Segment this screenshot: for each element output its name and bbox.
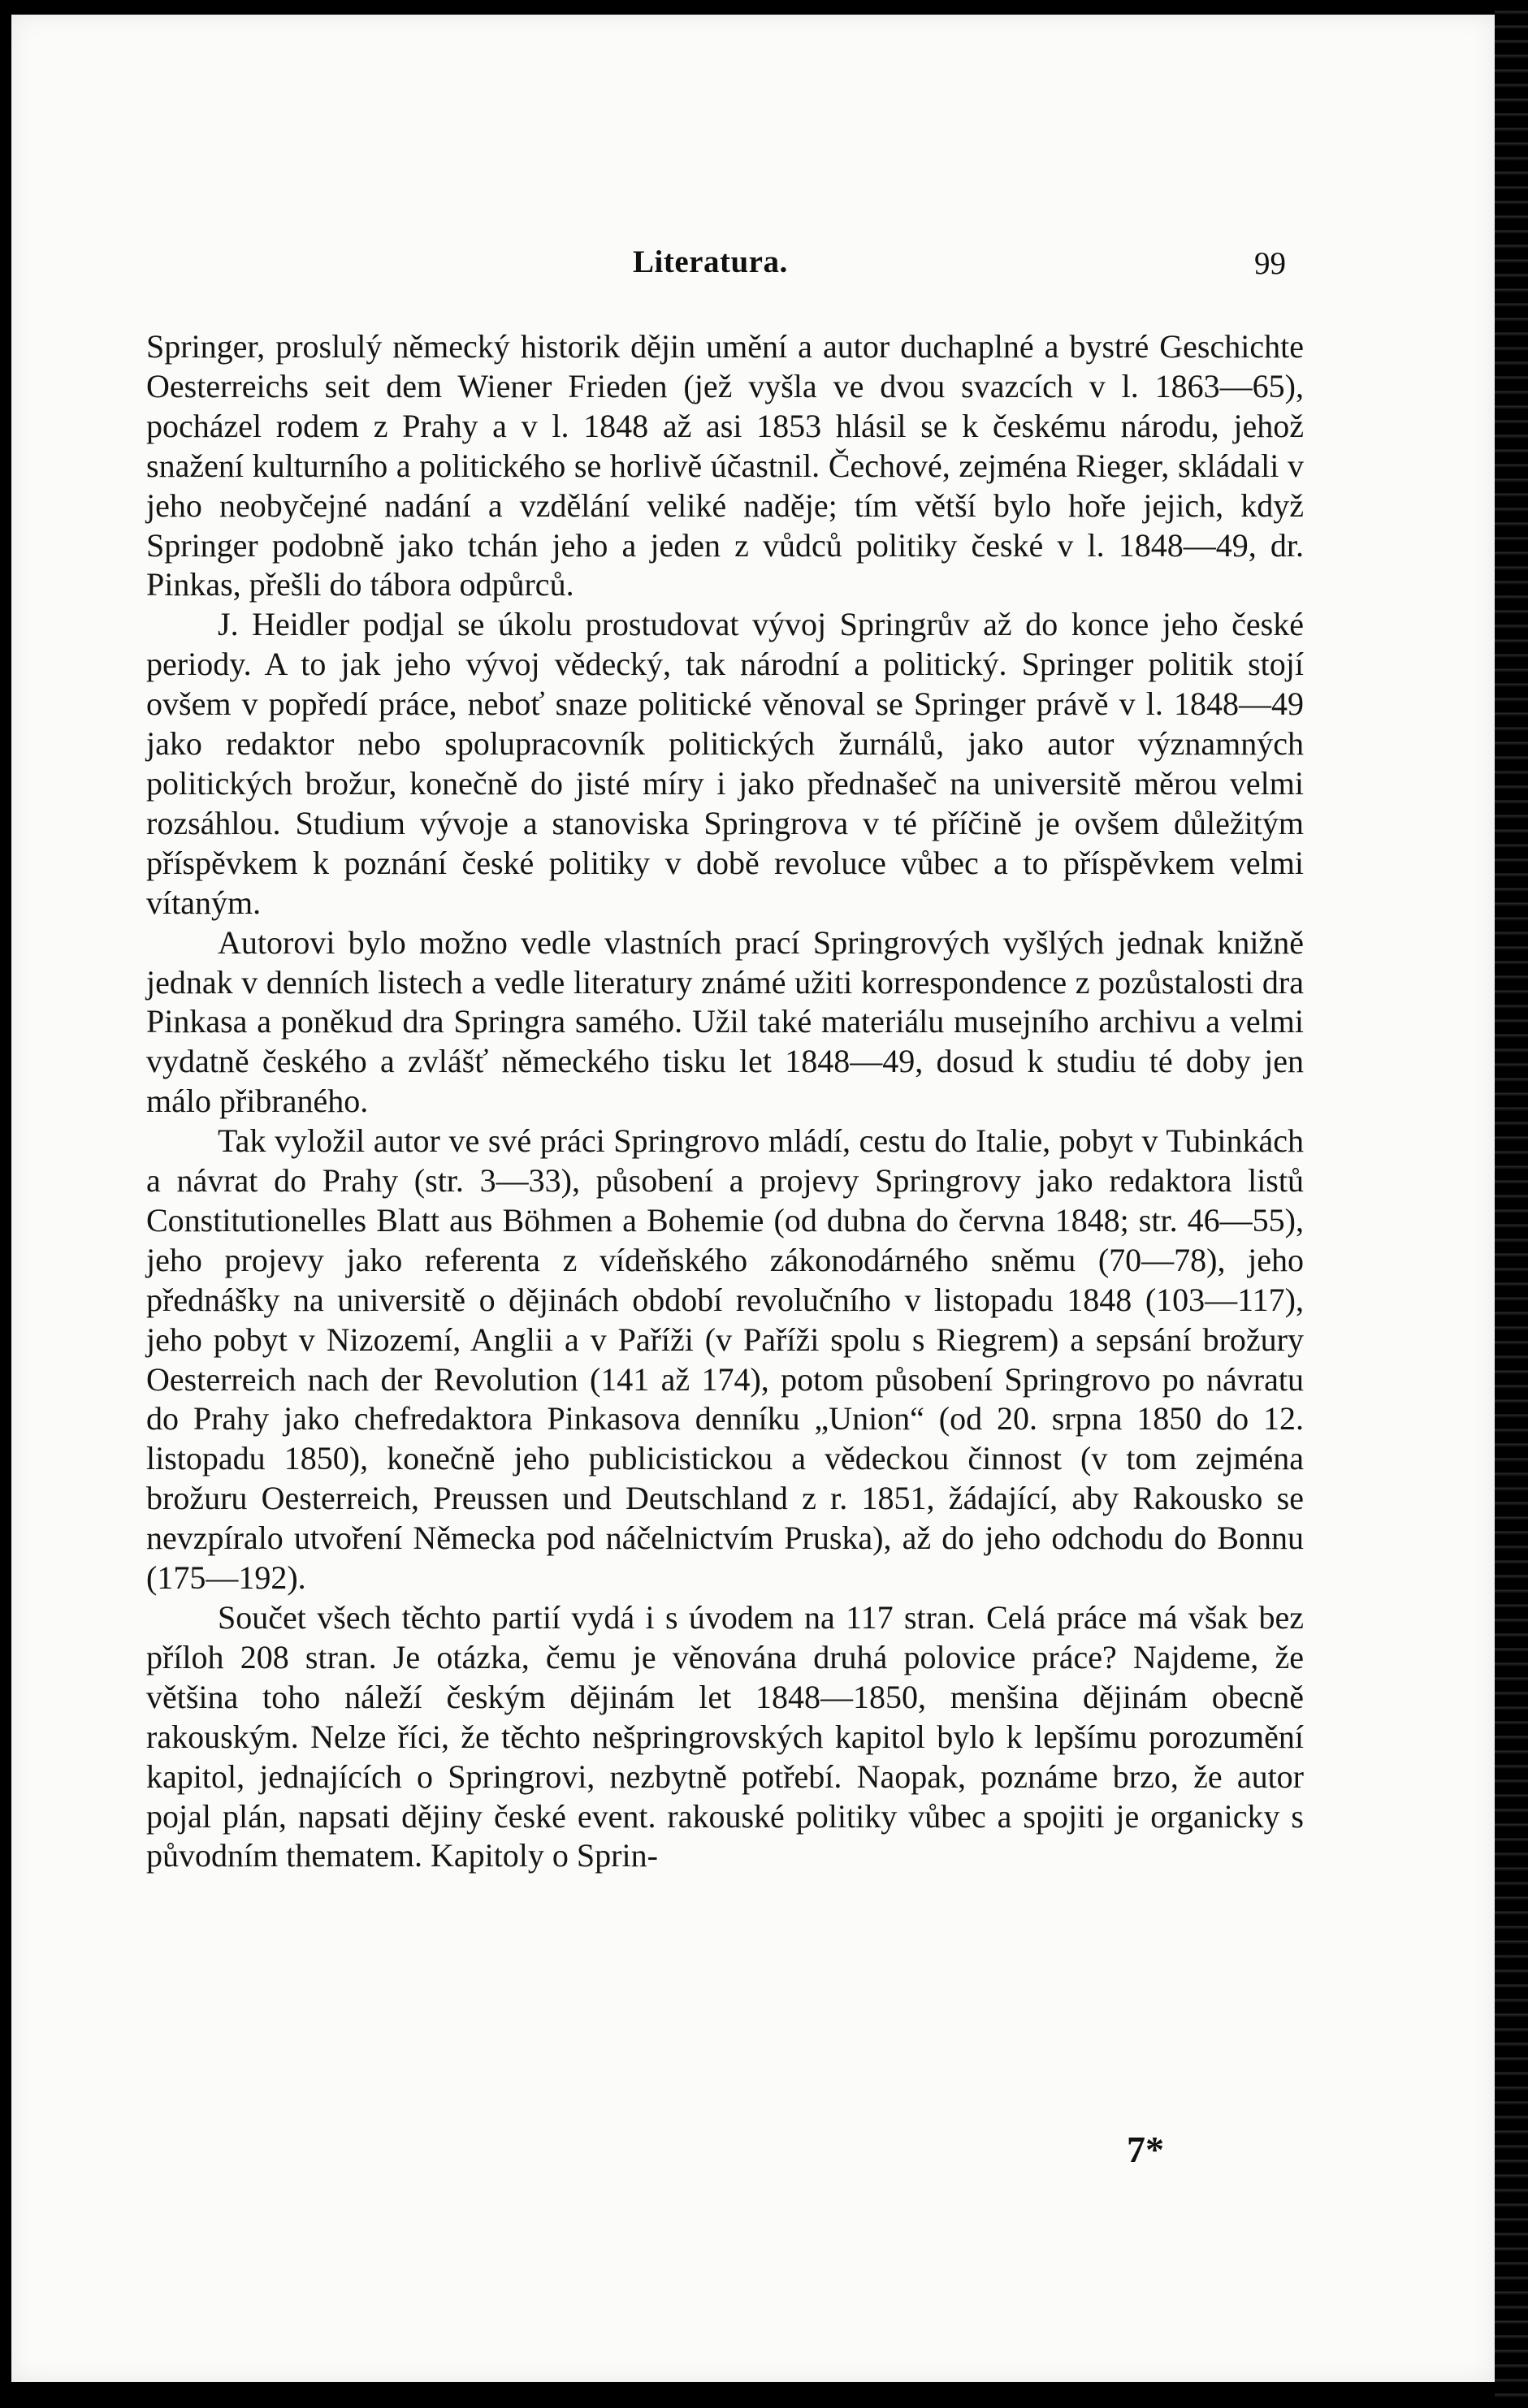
- signature-mark: 7*: [1127, 2129, 1164, 2170]
- paragraph: J. Heidler podjal se úkolu prostudovat vývoj Springrův až do konce jeho české periody. A to jak jeho vývoj vědecký, tak národní a politický. Springer politik stojí ovšem v popředí práce, neboť snaze politické věnoval se Springer právě v l. 1848—49 jako redaktor nebo spolupracovník politických žurnálů, jako autor významných politických brožur, konečně do jisté míry i jako přednašeč na universitě měrou velmi rozsáhlou. Studium vývoje a stanoviska Springrova v té příčině je ovšem důležitým příspěvkem k poznání české politiky v době revoluce vůbec a to příspěvkem velmi vítaným.: [146, 606, 1304, 921]
- paragraph: Springer, proslulý německý historik dějin umění a autor duchaplné a bystré Geschichte Oesterreichs seit dem Wiener Frieden (jež vyšla ve dvou svazcích v l. 1863—65), pocházel rodem z Prahy a v l. 1848 až asi 1853 hlásil se k českému národu, jehož snažení kulturního a politického se horlivě účastnil. Čechové, zejména Rieger, skládali v jeho neobyčejné nadání a vzdělání veliké naděje; tím větší bylo hoře jejich, když Springer podobně jako tchán jeho a jeden z vůdců politiky české v l. 1848—49, dr. Pinkas, přešli do tábora odpůrců.: [146, 328, 1304, 603]
- paragraph: Tak vyložil autor ve své práci Springrovo mládí, cestu do Italie, pobyt v Tubinkách a návrat do Prahy (str. 3—33), působení a projevy Springrovy jako redaktora listů Constitutionelles Blatt aus Böhmen a Bohemie (od dubna do června 1848; str. 46—55), jeho projevy jako referenta z vídeňského zákonodárného sněmu (70—78), jeho přednášky na universitě o dějinách období revolučního v listopadu 1848 (103—117), jeho pobyt v Nizozemí, Anglii a v Paříži (v Paříži spolu s Riegrem) a sepsání brožury Oesterreich nach der Revolution (141 až 174), potom působení Springrovo po návratu do Prahy jako chefredaktora Pinkasova denníku „Union“ (od 20. srpna 1850 do 12. listopadu 1850), konečně jeho publicistickou a vědeckou činnost (v tom zejména brožuru Oesterreich, Preussen und Deutschland z r. 1851, žádající, aby Rakousko se nevzpíralo utvoření Německa pod náčelnictvím Pruska), až do jeho odchodu do Bonnu (175—192).: [146, 1122, 1304, 1597]
- book-page: [11, 15, 1495, 2382]
- scan-edge: [1495, 0, 1528, 2408]
- running-head-title: Literatura.: [633, 244, 788, 279]
- body-text: [146, 327, 1304, 1876]
- page-number: 99: [1254, 246, 1286, 281]
- paragraph: Součet všech těchto partií vydá i s úvodem na 117 stran. Celá práce má však bez příloh 208 stran. Je otázka, čemu je věnována druhá polovice práce? Najdeme, že většina toho náleží českým dějinám let 1848—1850, menšina dějinám obecně rakouským. Nelze říci, že těchto nešpringrovských kapitol bylo k lepšímu porozumění kapitol, jednajících o Springrovi, nezbytně potřebí. Naopak, poznáme brzo, že autor pojal plán, napsati dějiny české event. rakouské politiky vůbec a spojiti je organicky s původním thematem. Kapitoly o Sprin-: [146, 1599, 1304, 1874]
- paragraph: Autorovi bylo možno vedle vlastních prací Springrových vyšlých jednak knižně jednak v denních listech a vedle literatury známé užiti korrespondence z pozůstalosti dra Pinkasa a poněkud dra Springra samého. Užil také materiálu musejního archivu a velmi vydatně českého a zvlášť německého tisku let 1848—49, dosud k studiu té doby jen málo přibraného.: [146, 923, 1304, 1120]
